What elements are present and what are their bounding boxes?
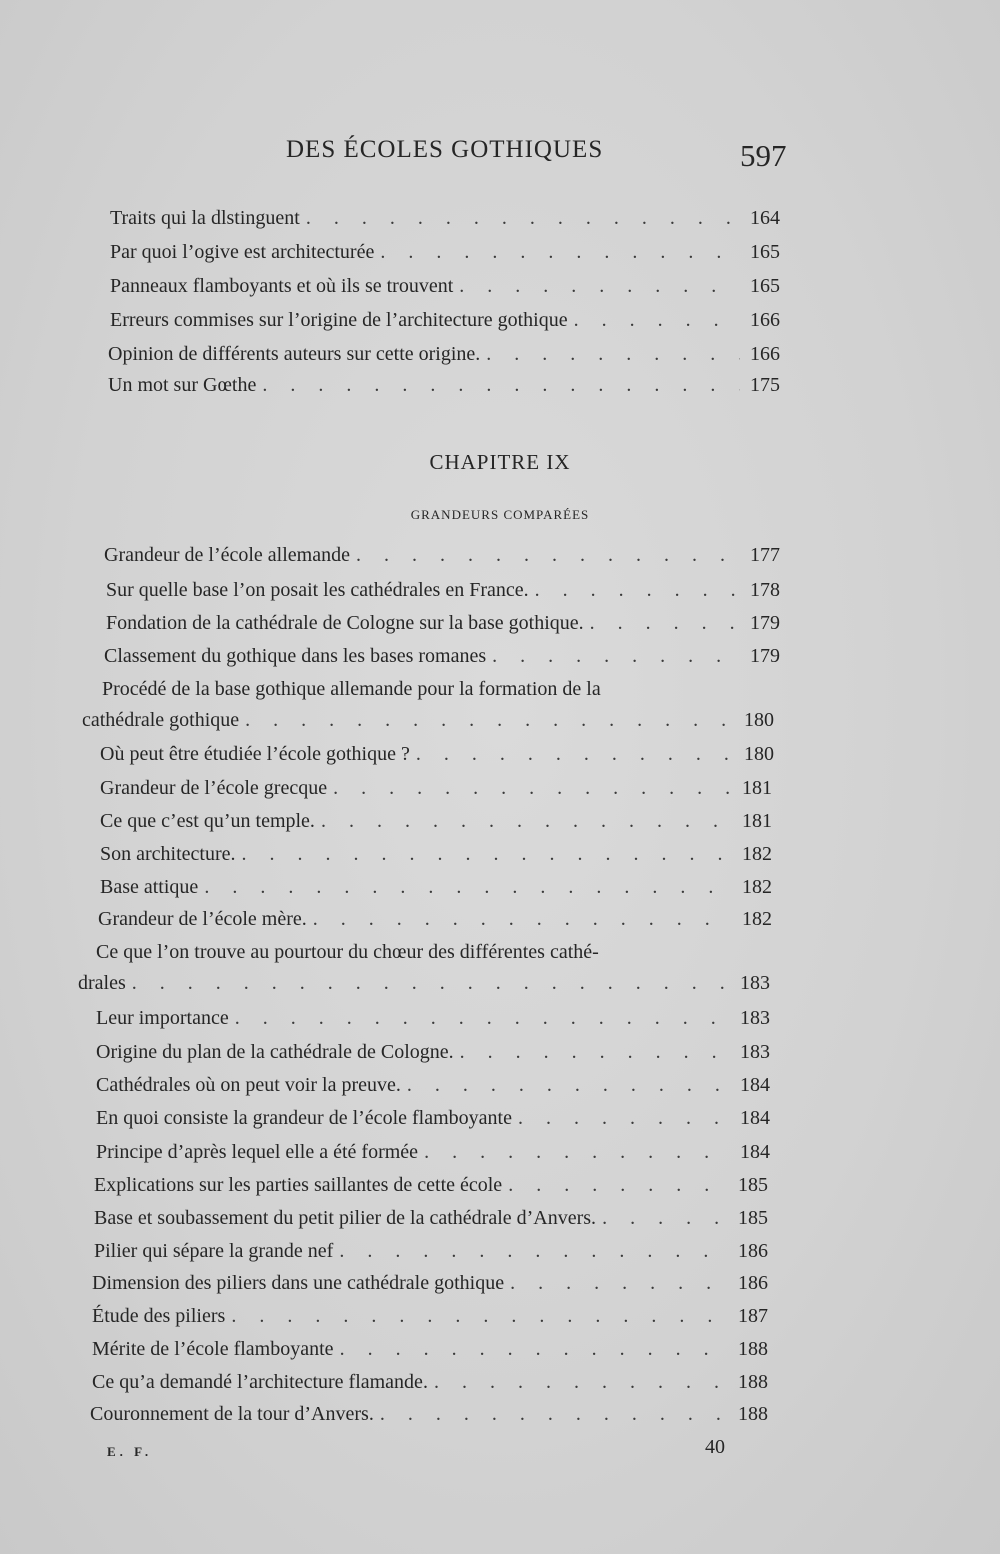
toc-entry — [110, 205, 790, 231]
leader-dots — [416, 741, 734, 767]
toc-entry — [94, 1205, 778, 1231]
toc-entry-text: Principe d’après lequel elle a été formée — [96, 1141, 419, 1163]
toc-entry-page: 166 — [750, 343, 780, 365]
toc-entry — [100, 741, 784, 767]
leader-dots — [380, 1401, 728, 1427]
toc-entry-line: Ce que l’on trouve au pourtour du chœur des différentes cathé- — [96, 941, 599, 963]
leader-dots — [313, 906, 732, 932]
toc-entry-text: Classement du gothique dans les bases romanes — [104, 645, 487, 667]
leader-dots — [486, 341, 740, 367]
toc-entry-line: Procédé de la base gothique allemande pour la formation de la — [102, 678, 601, 700]
toc-entry-text: Son architecture. — [100, 843, 236, 865]
toc-entry-text: Ce que c’est qu’un temple. — [100, 810, 315, 832]
toc-entry-page: 182 — [742, 876, 772, 898]
toc-entry — [94, 1238, 778, 1264]
leader-dots — [459, 273, 740, 299]
toc-entry-page: 188 — [738, 1403, 768, 1425]
toc-entry-text: Grandeur de l’école mère. — [98, 908, 307, 930]
leader-dots — [590, 610, 740, 636]
leader-dots — [231, 1303, 728, 1329]
toc-entry-text: Base attique — [100, 876, 199, 898]
toc-entry-page: 166 — [750, 309, 780, 331]
leader-dots — [235, 1005, 730, 1031]
toc-entry — [96, 1005, 780, 1031]
leader-dots — [262, 372, 740, 398]
toc-entry-text: Par quoi l’ogive est architecturée — [110, 241, 375, 263]
toc-entry-text: Où peut être étudiée l’école gothique ? — [100, 743, 410, 765]
toc-entry-page: 184 — [740, 1141, 770, 1163]
toc-entry-text: Opinion de différents auteurs sur cette origine. — [108, 343, 481, 365]
leader-dots — [306, 205, 740, 231]
toc-entry — [104, 542, 790, 568]
toc-entry-page: 188 — [738, 1338, 768, 1360]
toc-entry — [110, 307, 790, 333]
leader-dots — [380, 239, 740, 265]
toc-entry-text: Un mot sur Gœthe — [108, 374, 257, 396]
toc-entry-text: Cathédrales où on peut voir la preuve. — [96, 1074, 401, 1096]
leader-dots — [574, 307, 740, 333]
toc-entry-page: 181 — [742, 777, 772, 799]
toc-entry — [82, 707, 784, 733]
leader-dots — [321, 808, 732, 834]
leader-dots — [602, 1205, 728, 1231]
toc-entry-page: 180 — [744, 743, 774, 765]
toc-entry-page: 175 — [750, 374, 780, 396]
leader-dots — [460, 1039, 730, 1065]
leader-dots — [424, 1139, 730, 1165]
chapter-subtitle: GRANDEURS COMPARÉES — [410, 507, 590, 522]
toc-entry-text: Traits qui la dlstinguent — [110, 207, 300, 229]
toc-entry — [96, 1039, 780, 1065]
leader-dots — [242, 841, 733, 867]
toc-entry-page: 178 — [750, 579, 780, 601]
toc-entry-text: Grandeur de l’école grecque — [100, 777, 328, 799]
toc-entry — [106, 610, 790, 636]
leader-dots — [333, 775, 732, 801]
toc-entry — [100, 775, 782, 801]
toc-entry-page: 186 — [738, 1272, 768, 1294]
toc-entry — [98, 906, 782, 932]
leader-dots — [492, 643, 740, 669]
toc-entry — [110, 273, 790, 299]
toc-entry — [96, 1105, 780, 1131]
leader-dots — [518, 1105, 730, 1131]
toc-entry-page: 188 — [738, 1371, 768, 1393]
toc-entry-page: 164 — [750, 207, 780, 229]
toc-entry — [96, 1072, 780, 1098]
toc-entry-text: Origine du plan de la cathédrale de Cologne. — [96, 1041, 454, 1063]
toc-entry-text: Sur quelle base l’on posait les cathédrales en France. — [106, 579, 529, 601]
toc-entry-page: 182 — [742, 908, 772, 930]
toc-entry-text: Pilier qui sépare la grande nef — [94, 1240, 334, 1262]
toc-entry-page: 177 — [750, 544, 780, 566]
toc-entry-page: 180 — [744, 709, 774, 731]
toc-entry — [108, 372, 790, 398]
toc-entry-page: 179 — [750, 645, 780, 667]
toc-entry-page: 186 — [738, 1240, 768, 1262]
toc-entry-page: 182 — [742, 843, 772, 865]
toc-entry-page: 179 — [750, 612, 780, 634]
toc-entry — [90, 1401, 778, 1427]
toc-entry-text: Mérite de l’école flamboyante — [92, 1338, 334, 1360]
toc-entry-page: 181 — [742, 810, 772, 832]
leader-dots — [407, 1072, 730, 1098]
leader-dots — [510, 1270, 728, 1296]
leader-dots — [204, 874, 732, 900]
toc-entry-text: Dimension des piliers dans une cathédrale gothique — [92, 1272, 505, 1294]
toc-entry — [92, 1369, 778, 1395]
leader-dots — [132, 970, 730, 996]
toc-entry-page: 185 — [738, 1174, 768, 1196]
leader-dots — [245, 707, 734, 733]
toc-entry-text: Leur importance — [96, 1007, 229, 1029]
running-head — [0, 136, 1000, 176]
running-title: DES ÉCOLES GOTHIQUES — [286, 136, 604, 163]
toc-entry — [78, 970, 780, 996]
chapter-title: CHAPITRE IX — [429, 450, 571, 474]
toc-entry — [106, 577, 790, 603]
toc-entry-text: Erreurs commises sur l’origine de l’architecture gothique — [110, 309, 568, 331]
toc-entry-page: 183 — [740, 1007, 770, 1029]
toc-entry-page: 184 — [740, 1107, 770, 1129]
toc-entry-page: 183 — [740, 972, 770, 994]
toc-entry — [104, 643, 790, 669]
toc-entry-text: Étude des piliers — [92, 1305, 226, 1327]
toc-entry — [100, 841, 782, 867]
toc-entry-text: En quoi consiste la grandeur de l’école flamboyante — [96, 1107, 512, 1129]
toc-entry-text: Ce qu’a demandé l’architecture flamande. — [92, 1371, 428, 1393]
toc-entry — [100, 874, 782, 900]
printer-signature: E. F. — [107, 1444, 153, 1459]
page-number: 597 — [740, 138, 787, 173]
toc-entry — [92, 1270, 778, 1296]
leader-dots — [339, 1238, 728, 1264]
leader-dots — [340, 1336, 728, 1362]
toc-entry-page: 185 — [738, 1207, 768, 1229]
toc-entry-text: cathédrale gothique — [82, 709, 240, 731]
toc-entry-page: 183 — [740, 1041, 770, 1063]
toc-entry — [100, 808, 782, 834]
leader-dots — [434, 1369, 728, 1395]
toc-entry-page: 184 — [740, 1074, 770, 1096]
leader-dots — [535, 577, 740, 603]
toc-entry-text: Panneaux flamboyants et où ils se trouvent — [110, 275, 454, 297]
leader-dots — [508, 1172, 728, 1198]
toc-entry-text: Couronnement de la tour d’Anvers. — [90, 1403, 374, 1425]
toc-entry — [108, 341, 790, 367]
toc-entry-page: 165 — [750, 275, 780, 297]
toc-entry-text: Explications sur les parties saillantes de cette école — [94, 1174, 503, 1196]
toc-entry-text: Base et soubassement du petit pilier de la cathédrale d’Anvers. — [94, 1207, 597, 1229]
toc-entry — [92, 1336, 778, 1362]
leader-dots — [356, 542, 740, 568]
toc-entry-text: Fondation de la cathédrale de Cologne sur la base gothique. — [106, 612, 584, 634]
sheet-number: 40 — [705, 1436, 725, 1458]
toc-entry-text: Grandeur de l’école allemande — [104, 544, 350, 566]
toc-entry — [92, 1303, 778, 1329]
toc-entry-page: 165 — [750, 241, 780, 263]
toc-entry — [96, 1139, 780, 1165]
toc-entry-page: 187 — [738, 1305, 768, 1327]
toc-entry — [94, 1172, 778, 1198]
toc-entry-text: drales — [78, 972, 126, 994]
toc-entry — [110, 239, 790, 265]
